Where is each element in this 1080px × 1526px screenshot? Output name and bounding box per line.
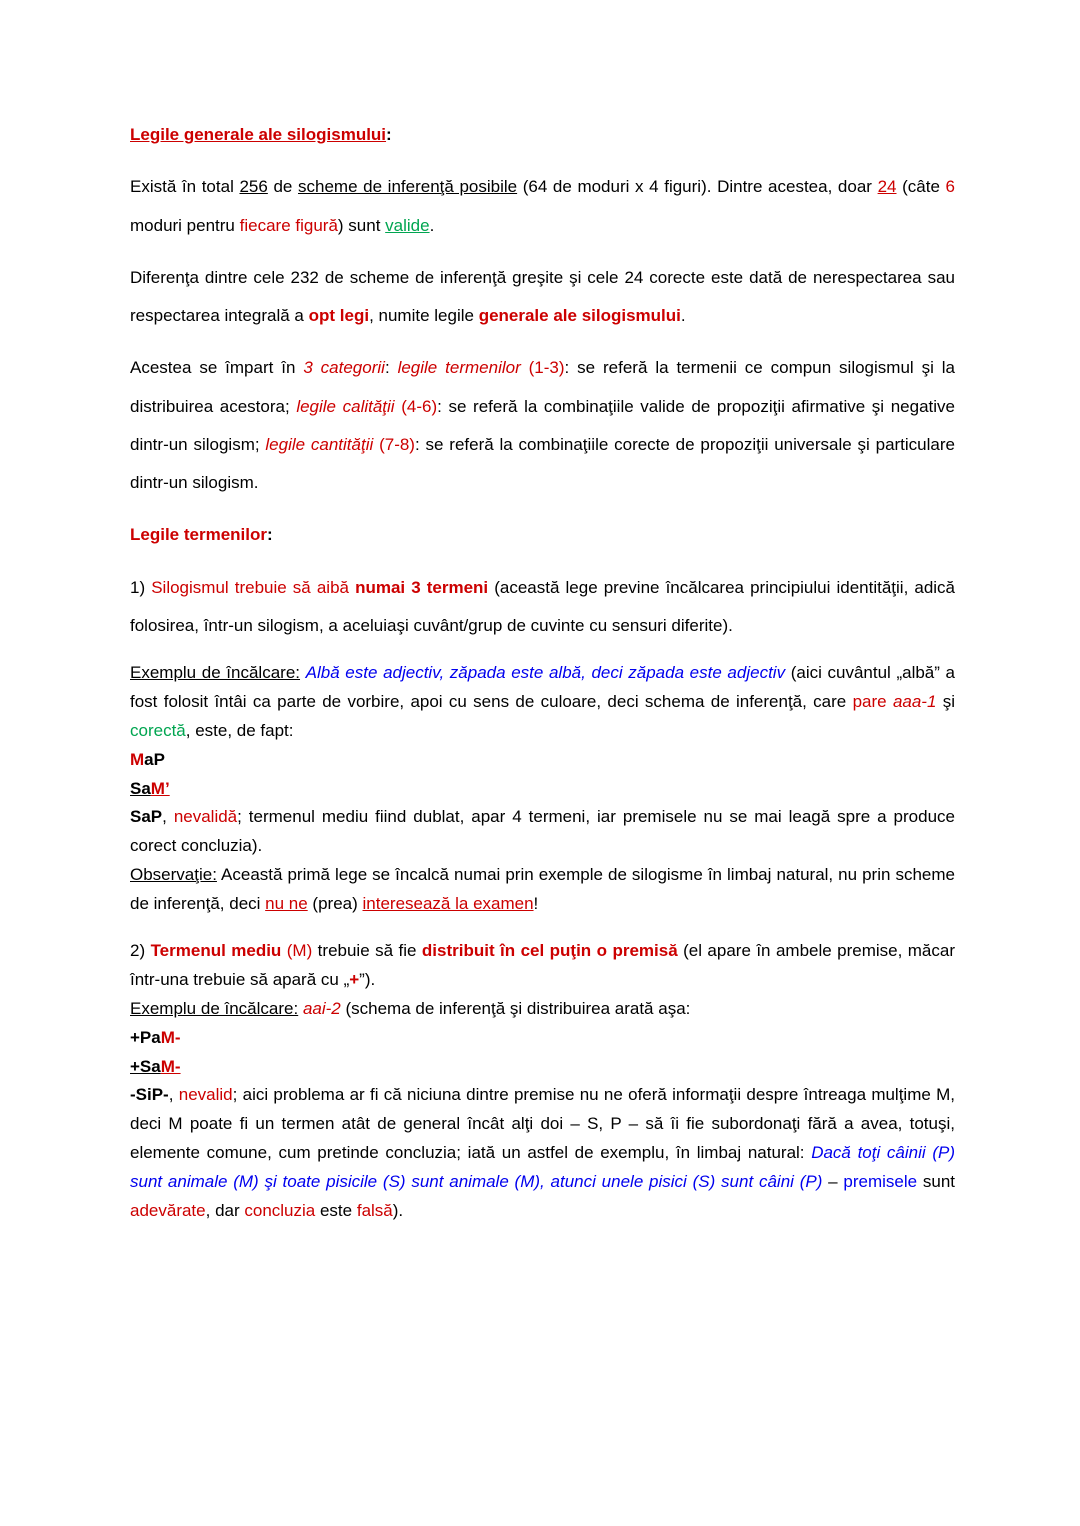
text-run: 24 — [877, 177, 897, 197]
text-run: interesează la examen — [362, 894, 534, 914]
text-run: : se referă la combinaţiile valide de propoziţii afirmative şi negative dintr-un silogism; — [130, 396, 955, 454]
notation-sam-prim — [130, 775, 955, 804]
text-run: , — [168, 1085, 179, 1105]
text-run: M’ — [150, 778, 170, 798]
text-run: adevărate — [130, 1201, 206, 1221]
text-run: M — [130, 749, 145, 769]
text-run: legile termenilor — [397, 358, 521, 378]
text-run: scheme de inferenţă posibile — [298, 177, 518, 197]
text-run: +Pa — [130, 1027, 161, 1047]
text-run: ! — [533, 894, 539, 914]
text-run: de — [267, 177, 298, 197]
text-run: – — [822, 1172, 844, 1192]
text-run: +Sa — [130, 1056, 161, 1076]
para-lege-1 — [130, 569, 955, 646]
text-run: Sa — [130, 778, 151, 798]
text-run: corectă — [130, 720, 186, 740]
text-run: (4-6) — [401, 396, 438, 416]
text-run: concluzia — [244, 1201, 316, 1221]
text-run: (câte — [896, 177, 946, 197]
text-run: sunt — [917, 1172, 956, 1192]
text-run: 6 — [945, 177, 956, 197]
text-run: 1) — [130, 577, 152, 597]
para-observatie — [130, 861, 955, 919]
text-run: ). — [392, 1201, 404, 1221]
text-run: Exemplu de încălcare: — [130, 998, 299, 1018]
para-sap-nevalida — [130, 803, 955, 861]
text-run: nevalidă — [173, 807, 238, 827]
text-run: Legile termenilor — [130, 525, 267, 545]
text-run: (aici cuvântul „albă” a fost folosit întâi ca parte de vorbire, apoi cu sens de culoare, deci schema de inferenţă, care — [130, 663, 955, 711]
text-run: Diferenţa dintre cele 232 de scheme de inferenţă greşite şi cele 24 corecte este dată de nerespectarea sau respectarea integrală a — [130, 267, 955, 325]
text-run: nevalid — [178, 1085, 233, 1105]
text-run: Silogismul trebuie să aibă — [151, 577, 356, 597]
para-intro — [130, 168, 955, 245]
text-run: generale ale silogismului — [478, 306, 681, 325]
text-run: 3 categorii — [303, 358, 385, 378]
text-run: pare — [852, 691, 887, 711]
para-lege-2 — [130, 937, 955, 995]
para-sip-nevalid — [130, 1081, 955, 1225]
text-run: Acestea se împart în — [130, 358, 304, 378]
text-run: , — [162, 807, 174, 827]
text-run: (el apare în ambele premise, măcar într-una trebuie să apară cu „ — [130, 941, 956, 989]
text-run: (prea) — [307, 894, 363, 914]
text-run: Legile generale ale silogismului — [130, 125, 387, 144]
text-run: Albă este adjectiv, zăpada este albă, deci zăpada este adjectiv — [305, 663, 786, 682]
text-run: premisele — [843, 1172, 918, 1192]
text-run: numai 3 termeni — [355, 577, 489, 597]
text-run: opt legi — [308, 306, 370, 325]
text-run: + — [349, 969, 360, 989]
text-run: şi — [936, 691, 956, 711]
text-run: (64 de moduri x 4 figuri). Dintre acestea, doar — [517, 177, 878, 197]
text-run: aai-2 — [302, 998, 341, 1018]
text-run: Există în total — [130, 177, 240, 197]
text-run: Dacă toţi câinii (P) sunt animale (M) şi toate pisicile (S) sunt animale (M), atunci unele pisici (S) sunt câini (P) — [130, 1143, 955, 1192]
text-run: Termenul mediu — [150, 941, 282, 961]
text-run: (7-8) — [379, 434, 415, 454]
text-run: moduri pentru — [130, 215, 240, 235]
text-run: fiecare figură — [239, 215, 338, 235]
text-run: : — [266, 525, 273, 545]
text-run: : — [384, 358, 398, 378]
text-run: este — [315, 1201, 357, 1221]
text-run: (această lege previne încălcarea principiului identităţii, adică folosirea, într-un silogism, a aceluiaşi cuvânt/grup de cuvinte cu sensuri diferite). — [130, 577, 956, 635]
text-run: aP — [144, 749, 165, 769]
text-run: M- — [160, 1056, 181, 1076]
notation-sam-2 — [130, 1053, 955, 1082]
title-heading — [130, 116, 955, 154]
text-run: falsă — [356, 1201, 393, 1221]
text-run: : — [386, 125, 392, 144]
text-run — [521, 358, 529, 377]
text-run: valide — [385, 215, 430, 235]
text-run: trebuie să fie — [312, 941, 422, 961]
text-run: ; termenul mediu fiind dublat, apar 4 termeni, iar premisele nu se mai leagă spre a produce corect concluzia). — [130, 807, 955, 856]
text-run: Această primă lege se încalcă numai prin exemple de silogisme în limbaj natural, nu prin scheme de inferenţă, deci — [130, 865, 955, 914]
para-diferenta — [130, 259, 955, 336]
text-run: . — [680, 306, 686, 325]
heading-legile-termenilor — [130, 516, 955, 554]
text-run: , dar — [205, 1201, 245, 1221]
text-run: ; aici problema ar fi că niciuna dintre premise nu ne oferă informaţii despre întreaga mulţime M, deci M poate fi un termen atât de general încât alţi doi – S, P – să îi fie subordonaţi fără a avea, totuşi, elemente comune, cum pretinde concluzia; iată un astfel de exemplu, în limbaj natural: — [130, 1085, 955, 1163]
para-exemplu-incalcare-1 — [130, 659, 955, 746]
text-run: . — [429, 215, 435, 235]
text-run: ) sunt — [337, 215, 386, 235]
text-run: SaP — [130, 807, 163, 827]
text-run: Observaţie: — [130, 865, 217, 885]
para-exemplu-incalcare-2 — [130, 995, 955, 1024]
text-run: ”). — [359, 969, 376, 989]
text-run: aaa-1 — [892, 691, 937, 711]
notation-pam — [130, 1024, 955, 1053]
text-run: (1-3) — [528, 358, 565, 378]
text-run: , este, de fapt: — [185, 720, 294, 740]
text-run: legile calităţii — [296, 396, 395, 416]
text-run: Exemplu de încălcare: — [130, 663, 301, 682]
text-run: -SiP- — [130, 1085, 169, 1105]
text-run: distribuit în cel puţin o premisă — [421, 941, 678, 961]
text-run: 256 — [239, 177, 268, 197]
text-run: 2) — [130, 941, 151, 961]
notation-map — [130, 746, 955, 775]
document-content — [130, 116, 955, 1226]
para-categorii — [130, 349, 955, 502]
text-run: : se referă la combinaţiile corecte de propoziţii universale şi particulare dintr-un silogism. — [130, 434, 955, 492]
text-run: : se referă la termenii ce compun silogismul şi la distribuirea acestora; — [130, 358, 955, 416]
text-run: nu ne — [265, 894, 308, 914]
text-run: , numite legile — [369, 306, 479, 325]
text-run: legile cantităţii — [265, 434, 374, 454]
text-run: (M) — [286, 941, 313, 961]
text-run: (schema de inferenţă şi distribuirea arată aşa: — [340, 998, 691, 1018]
text-run: M- — [160, 1027, 181, 1047]
